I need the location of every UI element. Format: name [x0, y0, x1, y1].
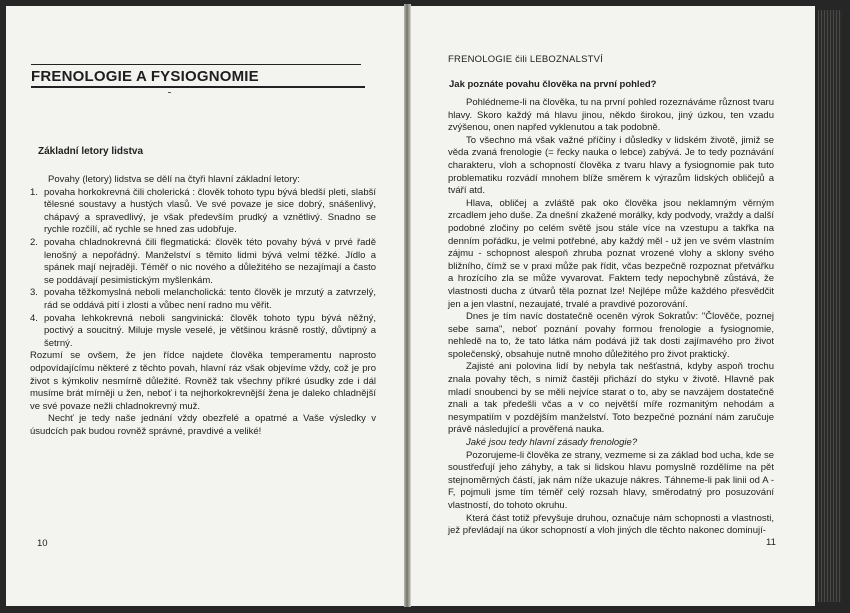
intro-paragraph: Povahy (letory) lidstva se dělí na čtyři hlavní základní letory: [48, 174, 300, 185]
list-text: povaha těžkomyslná neboli melancholická: tento člověk je mrzutý a zatvrzelý, rád se oddává pití i zlosti a vůbec není radno mu věřit. [44, 287, 376, 311]
paragraph: Pozorujeme-li člověka ze strany, vezmeme si za základ bod ucha, kde se soustřeďují jeho záhyby, a tak si lidskou hlavu pomyslně rozdělíme na pět stejnoměrných částí, jak nám níže ukazuje nákres. Táhneme-li pak linii od A - F, pojmuli jsme tím téměř celý rozsah hlavy, směrodatný pro posuzování vlastností, do tohoto okruhu. [448, 449, 774, 511]
paragraph: Pohlédneme-li na člověka, tu na první pohled rozeznáváme různost tvaru hlavy. Skoro každý má hlavu jinou, někdo širokou, jiný úzkou, ten vzadu zvýšenou, onen napřed vyklenutou a tak podobně. [448, 97, 774, 134]
list-item [30, 313, 376, 351]
temperament-list [30, 187, 376, 351]
running-head: FRENOLOGIE čili LEBOZNALSTVÍ [448, 54, 603, 65]
paragraph: Rozumí se ovšem, že jen řídce najdete člověka temperamentu naprosto odpovídajícímu některé z těchto povah, hlavní ráz však objevíme vždy, což je pro život s kýmkoliv nesmírně důležité. Rovněž tak všechny příkré úsudky zde i dál musíme brát mírněji u žen, neboť i ta nejhorkokrevnější žena je daleko chladnější ve své povaze nežli chladnokrevný muž. [30, 350, 376, 412]
list-number: 2. [30, 236, 38, 248]
list-text: povaha chladnokrevná čili flegmatická: člověk této povahy bývá v prvé řadě lenošný a nepořádný. Manželství s těmito lidmi bývá velmi těžké. Jídlo a spánek mají nejraději. Téměř o nic nového a důležitého se nezajímají a často se poddávají pesimistickým myšlenkám. [44, 236, 376, 286]
list-item [30, 237, 376, 287]
left-body-text [30, 174, 376, 438]
page-number-left: 10 [37, 538, 48, 549]
list-text: povaha horkokrevná čili cholerická : člověk tohoto typu bývá bledší pleti, slabší tělesné soustavy a hustých vlasů. Ve své povaze je sice dobrý, snášenlivý, chápavý a spravedlivý, je však především prudký a vznětlivý. Snadno se rychle rozčílí, ač rychle se hned zas udobřuje. [44, 186, 376, 236]
subheading: Jaké jsou tedy hlavní zásady frenologie? [466, 437, 638, 449]
paragraph: Hlava, obličej a zvláště pak oko člověka jsou neklamným věrným zrcadlem jeho duše. Za dnešní zkažené morálky, kdy podvody, vraždy a další podobné zločiny po celém světě jsou stále více na vzestupu a takřka na denním pořádku, je velmi potřebné, aby každý měl - už jen ve svém vlastním zájmu - schopnost alespoň zhruba poznat vrozené vlohy a sklony svého bližního, čímž se v praxi může pak řídit, včas bezpečně rozpoznat přetvářku a hrozícího zla se může vyvarovat. Faktem tedy nepochybně zůstává, že vlastnosti ducha z útvarů těla poznat lze! Nejlépe může každého přesvědčit jen a jen vlastní, nezaujaté, trvalé a pravdivé pozorování. [448, 197, 774, 310]
paragraph: To všechno má však važné příčiny i důsledky v lidském životě, jimiž se věda zvaná frenologie (= řecky nauka o lebce) zabývá. Je to tedy poznávání charakteru, vloh a schopností člověka z tvaru hlavy a fysiognomie pak tuto problematiku rozvádí mnohem blíže směrem k výrazům lidských obličejů a tváří atd. [448, 134, 774, 197]
book-page-edges [818, 10, 842, 602]
list-number: 1. [30, 186, 38, 198]
page-number-right: 11 [766, 537, 776, 548]
paragraph: Která část totiž převyšuje druhou, označuje nám schopnosti a vlastnosti, jež převládají na úkor schopností a vloh jiných dle těchto nakonec dominují- [448, 512, 774, 537]
list-item [30, 187, 376, 237]
paragraph: Dnes je tím navíc dostatečně oceněn výrok Sokratův: "Člověče, poznej sebe sama", neboť poznání povahy formou frenologie a fysiognomie, nehledě na to, že tato látka nám podává již tak dosti zajímavého pro život společenský, obsahuje nutně mnoho důležitého pro život praktický. [448, 311, 774, 360]
right-body-text [448, 97, 774, 538]
title-underline [31, 86, 365, 88]
list-number: 3. [30, 287, 38, 299]
paragraph: Nechť je tedy naše jednání vždy obezřelé a opatrné a Vaše výsledky v úsudcích pak budou rovněž správné, pravdivé a veliké! [30, 413, 376, 437]
question-heading: Jak poznáte povahu člověka na první pohled? [449, 79, 657, 90]
section-heading: Základní letory lidstva [38, 146, 144, 157]
list-text: povaha lehkokrevná neboli sangvinická: člověk tohoto typu bývá něžný, poctivý a soucitný. Miluje mysle veselé, je většinou krásně rostlý, důvtipný a šetrný. [44, 312, 376, 349]
list-item [30, 287, 376, 312]
list-number: 4. [30, 312, 38, 324]
title-mark [168, 92, 171, 93]
chapter-title: FRENOLOGIE A FYSIOGNOMIE [31, 64, 361, 85]
paragraph: Zajisté ani polovina lidí by nebyla tak nešťastná, kdyby aspoň trochu znala povahy těch, s nimiž častěji přichází do styku v životě. Hlavně pak mladí snoubenci by se měli nejvíce starat o to, aby se navzájem dostatečně znali a tak předešli včas a v co největší míře rozmanitým nehodám a nesympatiím v pozdějším manželství. Toto bezpečné poznání nám zaručuje právě následující a prověřená nauka. [448, 361, 774, 436]
